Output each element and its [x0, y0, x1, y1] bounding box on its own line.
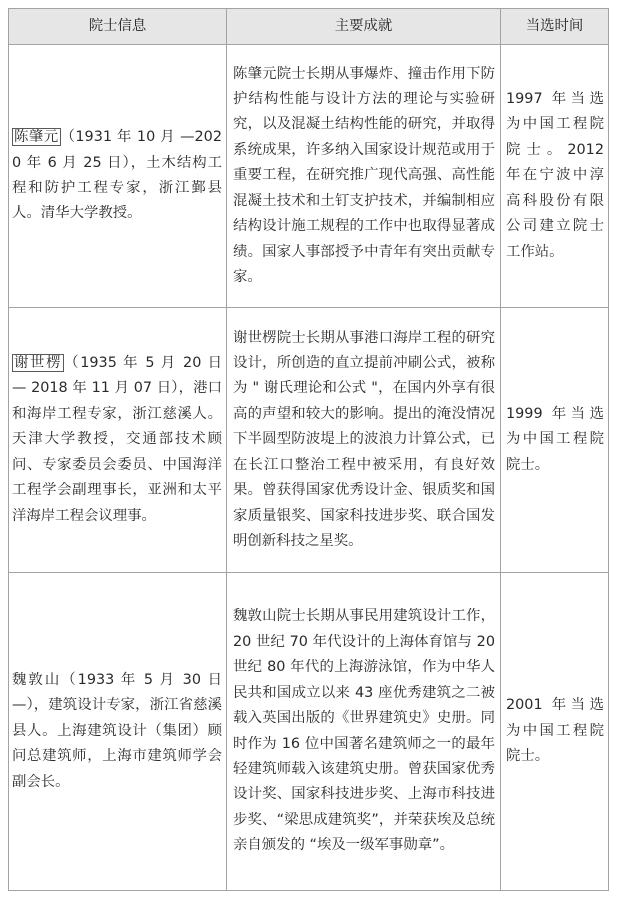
academician-bio: （1935 年 5 月 20 日 — 2018 年 11 月 07 日），港口和海岸工程专家，浙江慈溪人。天津大学教授，交通部技术顾问、专家委员会委员、中国海洋工程学会副理事长，亚洲和太平洋海岸工程会议理事。 [12, 355, 222, 524]
header-election-time: 当选时间 [501, 9, 609, 45]
academician-name: 陈肇元 [14, 129, 59, 146]
table-header-row [9, 9, 609, 45]
header-academician-info: 院士信息 [9, 9, 227, 45]
achievements-cell: 陈肇元院士长期从事爆炸、撞击作用下防护结构性能与设计方法的理论与实验研究，以及混凝土结构性能的研究，并取得系统成果，许多纳入国家设计规范或用于重要工程，在研究推广现代高强、高性能混凝土技术和土钉支护技术，并编制相应结构设计施工规程的工作中也取得显著成绩。国家人事部授予中青年有突出贡献专家。 [227, 45, 501, 308]
academician-info-cell [9, 308, 227, 573]
table-row [9, 573, 609, 891]
academician-name: 魏敦山 [12, 671, 62, 688]
academician-bio: （1933 年 5 月 30 日—），建筑设计专家，浙江省慈溪县人。上海建筑设计（集团）顾问总建筑师，上海市建筑师学会副会长。 [12, 671, 222, 790]
table-row [9, 308, 609, 573]
academician-table [8, 8, 609, 891]
election-time-cell: 1999 年当选为中国工程院院士。 [501, 308, 609, 573]
academician-info-cell [9, 573, 227, 891]
header-main-achievements: 主要成就 [227, 9, 501, 45]
achievements-cell: 谢世楞院士长期从事港口海岸工程的研究设计，所创造的直立提前冲刷公式，被称为 " 谢氏理论和公式 "，在国内外享有很高的声望和较大的影响。提出的淹没情况下半圆型防波堤上的波浪力计算公式，已在长江口整治工程中被采用，有良好效果。曾获得国家优秀设计金、银质奖和国家质量银奖、国家科技进步奖、联合国发明创新科技之星奖。 [227, 308, 501, 573]
achievements-cell: 魏敦山院士长期从事民用建筑设计工作，20 世纪 70 年代设计的上海体育馆与 20 世纪 80 年代的上海游泳馆，作为中华人民共和国成立以来 43 座优秀建筑之二被载入英国出版的《世界建筑史》史册。同时作为 16 位中国著名建筑师之一的最年轻建筑师载入该建筑史册。曾获国家优秀设计奖、国家科技进步奖、上海市科技进步奖、“梁思成建筑奖”，并荣获埃及总统亲自颁发的 “埃及一级军事勋章”。 [227, 573, 501, 891]
table-row [9, 45, 609, 308]
academician-bio: （1931 年 10 月 —2020 年 6 月 25 日），土木结构工程和防护工程专家，浙江鄞县人。清华大学教授。 [12, 129, 222, 222]
election-time-cell: 1997 年当选为中国工程院院士。2012 年在宁波中淳高科股份有限公司建立院士工作站。 [501, 45, 609, 308]
academician-name: 谢世楞 [14, 355, 63, 372]
election-time-cell: 2001 年当选为中国工程院院士。 [501, 573, 609, 891]
academician-info-cell [9, 45, 227, 308]
